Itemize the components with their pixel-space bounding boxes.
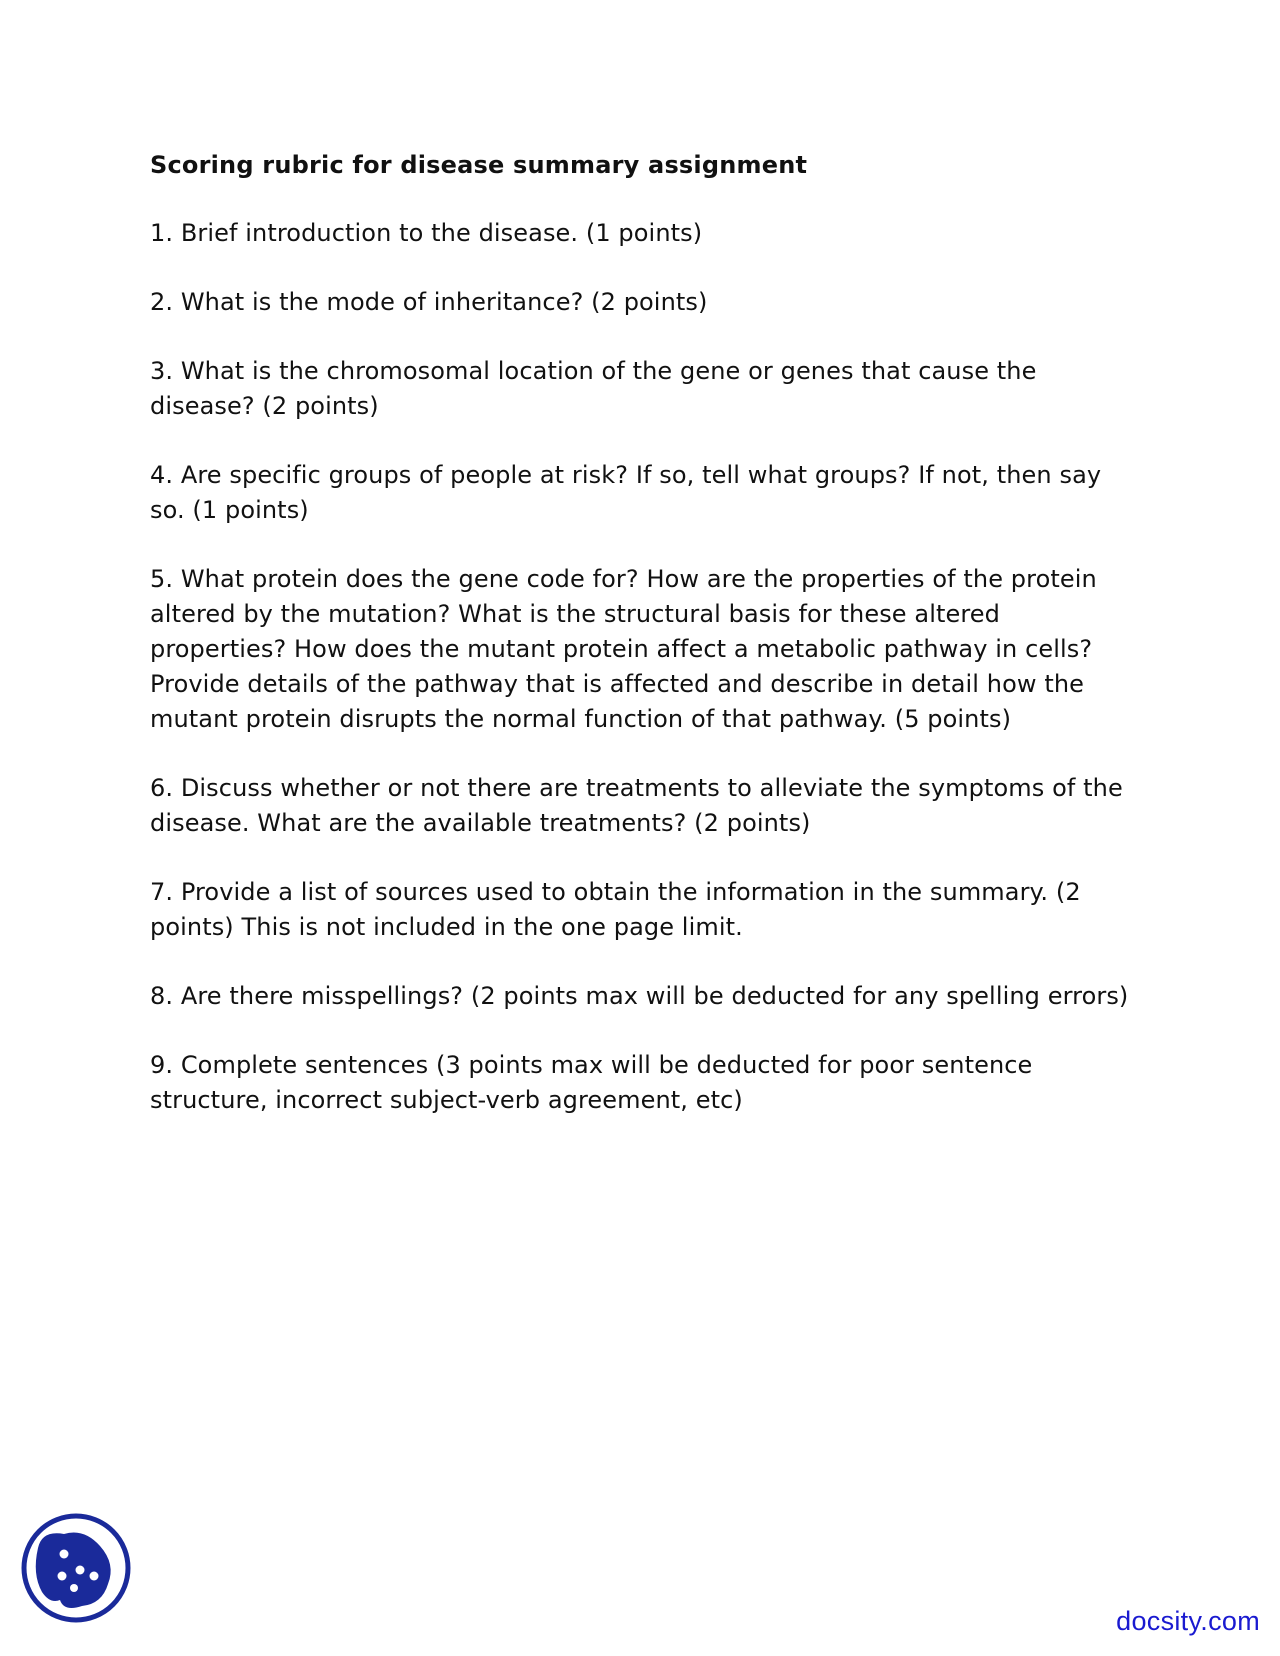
rubric-item-2: 2. What is the mode of inheritance? (2 points) — [150, 288, 708, 316]
rubric-item-1: 1. Brief introduction to the disease. (1 points) — [150, 219, 703, 247]
rubric-item-7: 7. Provide a list of sources used to obtain the information in the summary. (2 points) This is not included in the one page limit. — [150, 878, 1081, 941]
document-title: Scoring rubric for disease summary assignment — [150, 151, 808, 179]
document-body — [150, 148, 1140, 1152]
rubric-item-6: 6. Discuss whether or not there are treatments to alleviate the symptoms of the disease. What are the available treatments? (2 points) — [150, 774, 1123, 837]
rubric-item-9: 9. Complete sentences (3 points max will be deducted for poor sentence structure, incorrect subject-verb agreement, etc) — [150, 1051, 1033, 1114]
rubric-item-8: 8. Are there misspellings? (2 points max will be deducted for any spelling errors) — [150, 982, 1129, 1010]
rubric-item-3: 3. What is the chromosomal location of the gene or genes that cause the disease? (2 points) — [150, 357, 1037, 420]
docsity-brand-link[interactable]: docsity.com — [1116, 1606, 1260, 1636]
docsity-logo-icon — [20, 1512, 132, 1624]
rubric-item-5: 5. What protein does the gene code for? How are the properties of the protein altered by the mutation? What is the structural basis for these altered properties? How does the mutant protein affect a metabolic pathway in cells? Provide details of the pathway that is affected and describe in detail how the mutant protein disrupts the normal function of that pathway. (5 points) — [150, 565, 1097, 733]
rubric-item-4: 4. Are specific groups of people at risk? If so, tell what groups? If not, then say so. (1 points) — [150, 461, 1102, 524]
